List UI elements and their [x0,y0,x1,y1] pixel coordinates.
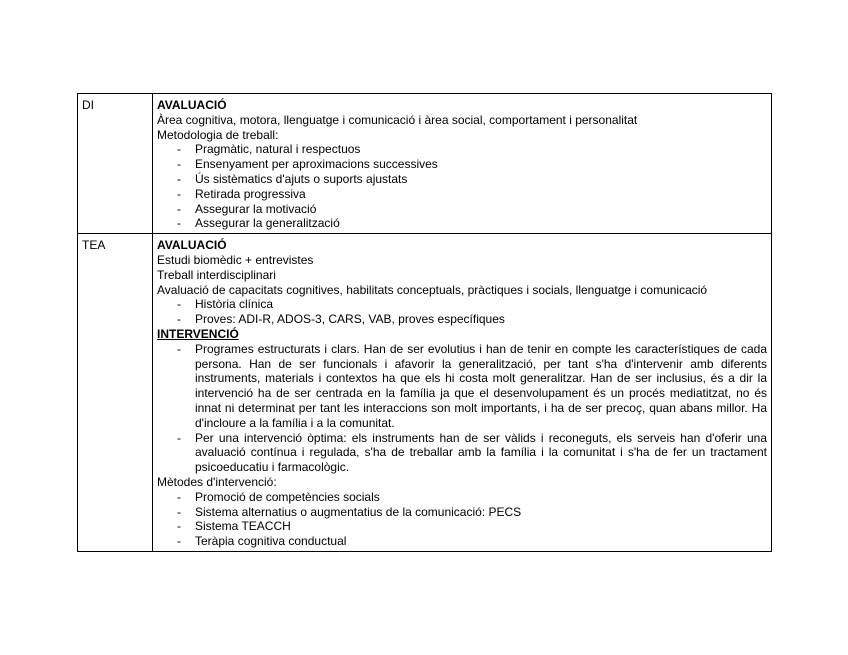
row-label: TEA [82,238,106,253]
list-item: - Retirada progressiva [173,187,767,202]
list-item: - Assegurar la motivació [173,202,767,217]
text-line: Avaluació de capacitats cognitives, habilitats conceptuals, pràctiques i socials, llenguatge i comunicació [157,282,708,297]
text-line: Metodologia de treball: [157,127,279,142]
section-heading-intervencio: INTERVENCIÓ [157,326,239,341]
content-table [77,93,772,552]
list-item: - Ensenyament per aproximacions successives [173,157,767,172]
list-item: - Proves: ADI-R, ADOS-3, CARS, VAB, proves específiques [173,312,767,327]
list-item: - Programes estructurats i clars. Han de ser evolutius i han de tenir en compte les característiques de cada persona. Han de ser funcionals i afavorir la generalització, per tant s'ha d'intervenir amb diferents instruments, materials i contextos ha que els hi costa molt generalitzar. Han de ser inclusius, és a dir la intervenció ha de ser centrada en la família ja que el desenvolupament és un procés mediatitzat, no és innat ni determinat per tant les interaccions son molt importants, i ha de ser precoç, quan abans millor. Ha d'incloure a la família i a la comunitat. [173,342,767,431]
row-label: DI [82,98,94,112]
row-content-cell [153,234,772,552]
text-line: Àrea cognitiva, motora, llenguatge i comunicació i àrea social, comportament i personalitat [157,112,638,127]
row-label-cell [78,94,153,234]
table-row-di [78,94,772,234]
list-item: - Ús sistèmatics d'ajuts o suports ajustats [173,172,767,187]
list-item: - Pragmàtic, natural i respectuos [173,142,767,157]
text-line: Estudi biomèdic + entrevistes [157,252,314,267]
list-item: - Sistema TEACCH [173,519,767,534]
list-item: - Assegurar la generalització [173,216,767,231]
list-item: - Teràpia cognitiva conductual [173,534,767,549]
row-label-cell [78,234,153,552]
dash-list [157,297,767,327]
list-item: - Història clínica [173,297,767,312]
text-line: Treball interdisciplinari [157,267,276,282]
list-item: - Promoció de competències socials [173,490,767,505]
dash-list [157,490,767,549]
list-item: - Per una intervenció òptima: els instruments han de ser vàlids i reconeguts, els serveis han d'oferir una avaluació contínua i regulada, s'ha de treballar amb la família i la comunitat i s'ha de fer un tractament psicoeducatiu i farmacològic. [173,431,767,475]
table-row-tea [78,234,772,552]
dash-list [157,342,767,475]
dash-list [157,142,767,231]
list-item: - Sistema alternatius o augmentatius de la comunicació: PECS [173,505,767,520]
text-line: Mètodes d'intervenció: [157,474,277,489]
section-heading-avaluacio: AVALUACIÓ [157,98,227,112]
section-heading-avaluacio: AVALUACIÓ [157,238,227,253]
row-content-cell [153,94,772,234]
